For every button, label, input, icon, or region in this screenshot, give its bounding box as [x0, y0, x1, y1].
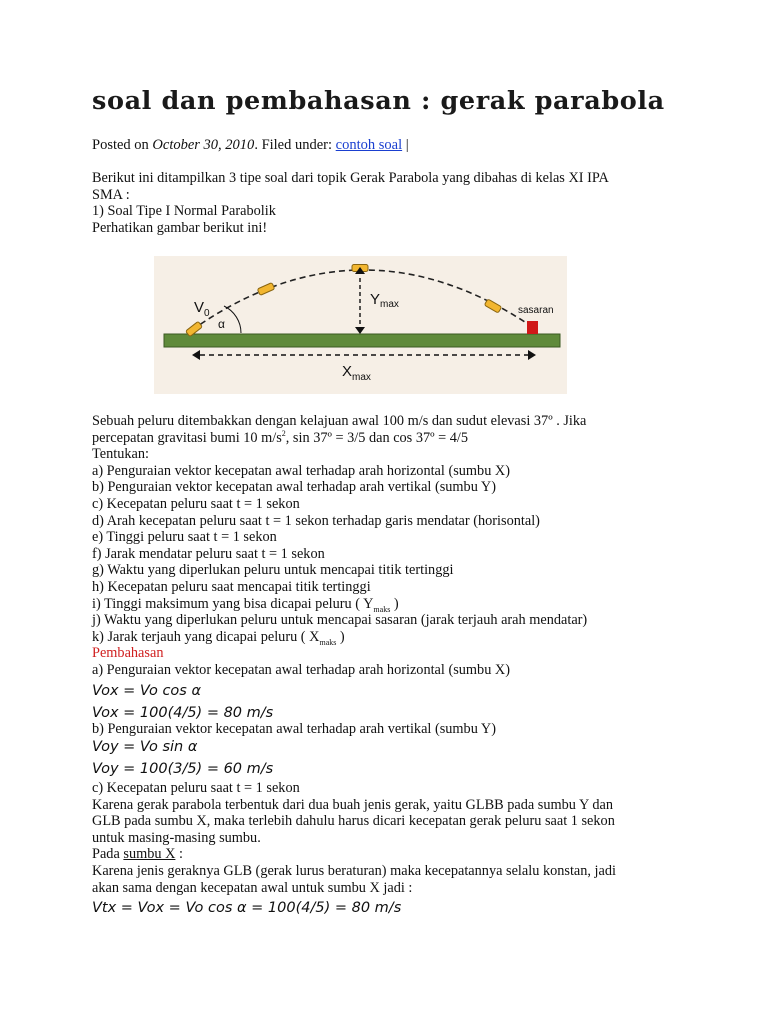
question-item: j) Waktu yang diperlukan peluru untuk mencapai sasaran (jarak terjauh arah mendatar) [92, 612, 588, 629]
solution-c-section [92, 780, 702, 896]
projectile-rising [257, 283, 274, 296]
question-item: g) Waktu yang diperlukan peluru untuk mencapai titik tertinggi [92, 562, 454, 579]
problem-line: Sebuah peluru ditembakkan dengan kelajuan awal 100 m/s dan sudut elevasi 37º . Jika [92, 413, 587, 429]
solution-b-label: b) Penguraian vektor kecepatan awal terhadap arah vertikal (sumbu Y) [92, 721, 496, 737]
intro-line: 1) Soal Tipe I Normal Parabolik [92, 203, 276, 220]
question-item: b) Penguraian vektor kecepatan awal terhadap arah vertikal (sumbu Y) [92, 479, 496, 496]
xmax-arrow-right [528, 350, 536, 360]
alpha-label: α [218, 317, 225, 331]
question-item: a) Penguraian vektor kecepatan awal terhadap arah horizontal (sumbu X) [92, 462, 511, 479]
solution-c-line: Karena gerak parabola terbentuk dari dua buah jenis gerak, yaitu GLBB pada sumbu Y dan [92, 796, 613, 813]
tentukan-label: Tentukan: [92, 446, 149, 463]
solution-a-label: a) Penguraian vektor kecepatan awal terhadap arah horizontal (sumbu X) [92, 661, 511, 678]
angle-arc [224, 306, 241, 333]
ymax-label: $Y_{max}$ [370, 291, 399, 310]
question-item: d) Arah kecepatan peluru saat t = 1 sekon terhadap garis mendatar (horisontal) [92, 512, 540, 529]
equation-vox: Vox = Vo cos α [92, 683, 202, 699]
question-item: h) Kecepatan peluru saat mencapai titik tertinggi [92, 578, 371, 595]
question-item: i) Tinggi maksimum yang bisa dicapai peluru ( $Y_{maks}$ ) [92, 595, 399, 614]
trajectory-path [192, 270, 531, 330]
parabola-diagram [154, 256, 567, 394]
problem-line: percepatan gravitasi bumi 10 $m/s^2$, sin 37º = 3/5 dan cos 37º = 4/5 [92, 428, 469, 446]
intro-paragraph [92, 170, 702, 236]
solution-c-line: GLB pada sumbu X, maka terlebih dahulu harus dicari kecepatan gerak peluru saat 1 sekon [92, 813, 615, 830]
ymax-arrow-down [355, 327, 365, 334]
parabola-diagram-svg [154, 256, 567, 394]
solution-c-equation [92, 897, 702, 919]
projectile-falling [484, 299, 501, 313]
page-title: soal dan pembahasan : gerak parabola [92, 86, 665, 116]
question-item: e) Tinggi peluru saat t = 1 sekon [92, 529, 277, 546]
target-box [527, 321, 538, 334]
solution-c-line: untuk masing-masing sumbu. [92, 829, 261, 846]
v0-label: $V_0$ [194, 299, 210, 319]
solution-b-equations [92, 736, 702, 780]
pada-sumbu-x: Pada sumbu X : [92, 846, 183, 863]
equation-vox-value: Vox = 100(4/5) = 80 m/s [92, 705, 274, 721]
question-item: c) Kecepatan peluru saat t = 1 sekon [92, 495, 300, 512]
equation-voy: Voy = Vo sin α [92, 739, 198, 755]
ground-bar [164, 334, 560, 347]
question-item: f) Jarak mendatar peluru saat t = 1 sekon [92, 545, 325, 562]
xmax-label: $X_{max}$ [342, 363, 371, 383]
post-date: October 30, 2010 [152, 137, 255, 153]
solution-c-label: c) Kecepatan peluru saat t = 1 sekon [92, 780, 300, 796]
solution-heading: Pembahasan [92, 645, 164, 662]
question-item: k) Jarak terjauh yang dicapai peluru ( $X_{maks}$ ) [92, 628, 345, 647]
intro-line: SMA : [92, 186, 130, 203]
filed-under-label: . Filed under: [254, 137, 333, 153]
post-meta [92, 137, 409, 154]
solution-a-equations [92, 680, 702, 724]
solution-c-line: akan sama dengan kecepatan awal untuk sumbu X jadi : [92, 879, 413, 896]
intro-line: Berikut ini ditampilkan 3 tipe soal dari topik Gerak Parabola yang dibahas di kelas XI IPA [92, 170, 609, 186]
problem-section [92, 413, 702, 679]
meta-separator: | [402, 137, 409, 153]
equation-voy-value: Voy = 100(3/5) = 60 m/s [92, 761, 274, 777]
posted-on-label: Posted on [92, 137, 149, 153]
target-label: sasaran [518, 305, 554, 316]
solution-c-line: Karena jenis geraknya GLB (gerak lurus beraturan) maka kecepatannya selalu konstan, jadi [92, 862, 617, 879]
intro-line: Perhatikan gambar berikut ini! [92, 219, 268, 236]
equation-vtx: Vtx = Vox = Vo cos α = 100(4/5) = 80 m/s [92, 900, 402, 916]
xmax-arrow-left [192, 350, 200, 360]
category-link[interactable]: contoh soal [335, 137, 403, 153]
